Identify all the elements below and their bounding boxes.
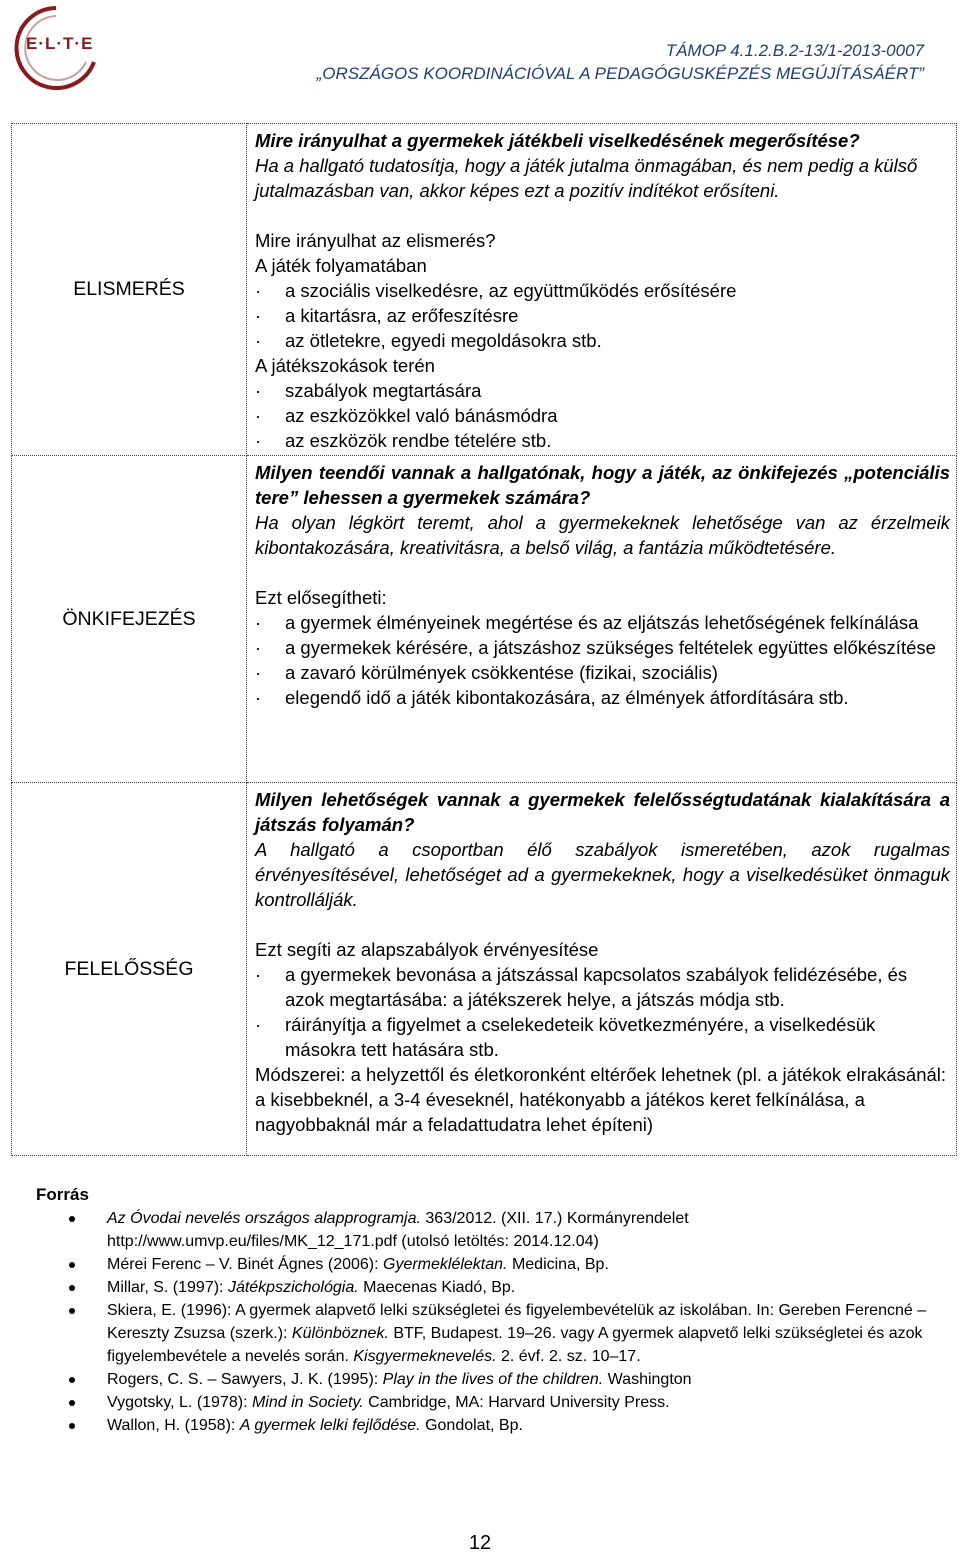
group-title: A játék folyamatában	[255, 255, 427, 276]
cell-onkifejezes	[247, 456, 957, 783]
list-item: · az ötletekre, egyedi megoldásokra stb.	[255, 330, 602, 351]
source-item: Wallon, H. (1958): A gyermek lelki fejlődése. Gondolat, Bp.	[36, 1414, 936, 1437]
answer: Ha a hallgató tudatosítja, hogy a játék jutalma önmagában, és nem pedig a külső jutalmazásban van, akkor képes ezt a pozitív indítékot erősíteni.	[255, 155, 918, 201]
list-item: · a szociális viselkedésre, az együttműködés erősítésére	[255, 280, 737, 301]
list-item: · a gyermekek kérésére, a játszáshoz szükséges feltételek együttes előkészítése	[255, 637, 936, 658]
question: Mire irányulhat a gyermekek játékbeli viselkedésének megerősítése?	[255, 130, 860, 151]
group-title: A játékszokások terén	[255, 355, 435, 376]
list-item: · elegendő idő a játék kibontakozására, az élmények átfordítására stb.	[255, 687, 849, 708]
question: Milyen teendői vannak a hallgatónak, hogy a játék, az önkifejezés „potenciális tere” lehessen a gyermekek számára?	[255, 462, 950, 508]
row-elismeres	[12, 124, 957, 456]
list-title: Ezt segíti az alapszabályok érvényesítése	[255, 939, 599, 960]
source-item: Mérei Ferenc – V. Binét Ágnes (2006): Gyermeklélektan. Medicina, Bp.	[36, 1253, 936, 1276]
label-felelosseg: FELELŐSSÉG	[12, 783, 247, 1156]
row-felelosseg	[12, 783, 957, 1156]
answer: A hallgató a csoportban élő szabályok ismeretében, azok rugalmas érvényesítésével, lehetőséget ad a gyermekeknek, hogy a viselkedésüket önmaguk kontrollálják.	[255, 839, 950, 910]
list-item: · az eszközök rendbe tételére stb.	[255, 430, 552, 451]
sources-title: Forrás	[36, 1185, 89, 1204]
source-item: Rogers, C. S. – Sawyers, J. K. (1995): Play in the lives of the children. Washington	[36, 1368, 936, 1391]
row-onkifejezes	[12, 456, 957, 783]
list-title: Ezt elősegítheti:	[255, 587, 387, 608]
cell-felelosseg	[247, 783, 957, 1156]
question: Milyen lehetőségek vannak a gyermekek felelősségtudatának kialakítására a játszás folyamán?	[255, 789, 950, 835]
list-item: · az eszközökkel való bánásmódra	[255, 405, 558, 426]
list-item: · a gyermek élményeinek megértése és az eljátszás lehetőségének felkínálása	[255, 612, 919, 633]
answer: Ha olyan légkört teremt, ahol a gyermekeknek lehetősége van az érzelmeik kibontakozására, kreativitásra, a belső világ, a fantázia működtetésére.	[255, 512, 950, 558]
methods-text: Módszerei: a helyzettől és életkoronként eltérőek lehetnek (pl. a játékok elrakásánál: a kisebbeknél, a 3-4 éveseknél, hatékonyabb a játékos keret felkínálása, a nagyobbaknál már a feladattudatra lehet építeni)	[255, 1064, 947, 1135]
list-item: · ráirányítja a figyelmet a cselekedeteik következményére, a viselkedésük másokra tett hatására stb.	[255, 1014, 876, 1060]
project-title: „ORSZÁGOS KOORDINÁCIÓVAL A PEDAGÓGUSKÉPZÉS MEGÚJÍTÁSÁÉRT”	[316, 64, 924, 83]
sources-section	[36, 1183, 936, 1437]
page-header	[0, 0, 960, 110]
source-item: Skiera, E. (1996): A gyermek alapvető lelki szükségletei és figyelembevételük az iskolában. In: Gereben Ferencné – Kereszty Zsuzsa (szerk.): Különböznek. BTF, Budapest. 19–26. vagy A gyermek alapvető lelki szükségletei és azok figyelembevétele a nevelés során. Kisgyermeknevelés. 2. évf. 2. sz. 10–17.	[36, 1299, 936, 1368]
content-table	[11, 123, 957, 1156]
list-item: · szabályok megtartására	[255, 380, 482, 401]
source-item: Vygotsky, L. (1978): Mind in Society. Cambridge, MA: Harvard University Press.	[36, 1391, 936, 1414]
source-item: Millar, S. (1997): Játékpszichológia. Maecenas Kiadó, Bp.	[36, 1276, 936, 1299]
label-elismeres: ELISMERÉS	[12, 124, 247, 456]
logo-text: E·L·T·E	[26, 34, 94, 53]
cell-elismeres	[247, 124, 957, 456]
label-onkifejezes: ÖNKIFEJEZÉS	[12, 456, 247, 783]
project-code: TÁMOP 4.1.2.B.2-13/1-2013-0007	[665, 41, 924, 60]
page-number: 12	[468, 1532, 492, 1554]
list-item: · a kitartásra, az erőfeszítésre	[255, 305, 519, 326]
list-item: · a gyermekek bevonása a játszással kapcsolatos szabályok felidézésébe, és azok megtartásába: a játékszerek helye, a játszás módja stb.	[255, 964, 908, 1010]
list-item: · a zavaró körülmények csökkentése (fizikai, szociális)	[255, 662, 718, 683]
question-plain: Mire irányulhat az elismerés?	[255, 230, 496, 251]
source-item: Az Óvodai nevelés országos alapprogramja. 363/2012. (XII. 17.) Kormányrendelet http://www.umvp.eu/files/MK_12_171.pdf (utolsó letöltés: 2014.12.04)	[36, 1207, 936, 1253]
